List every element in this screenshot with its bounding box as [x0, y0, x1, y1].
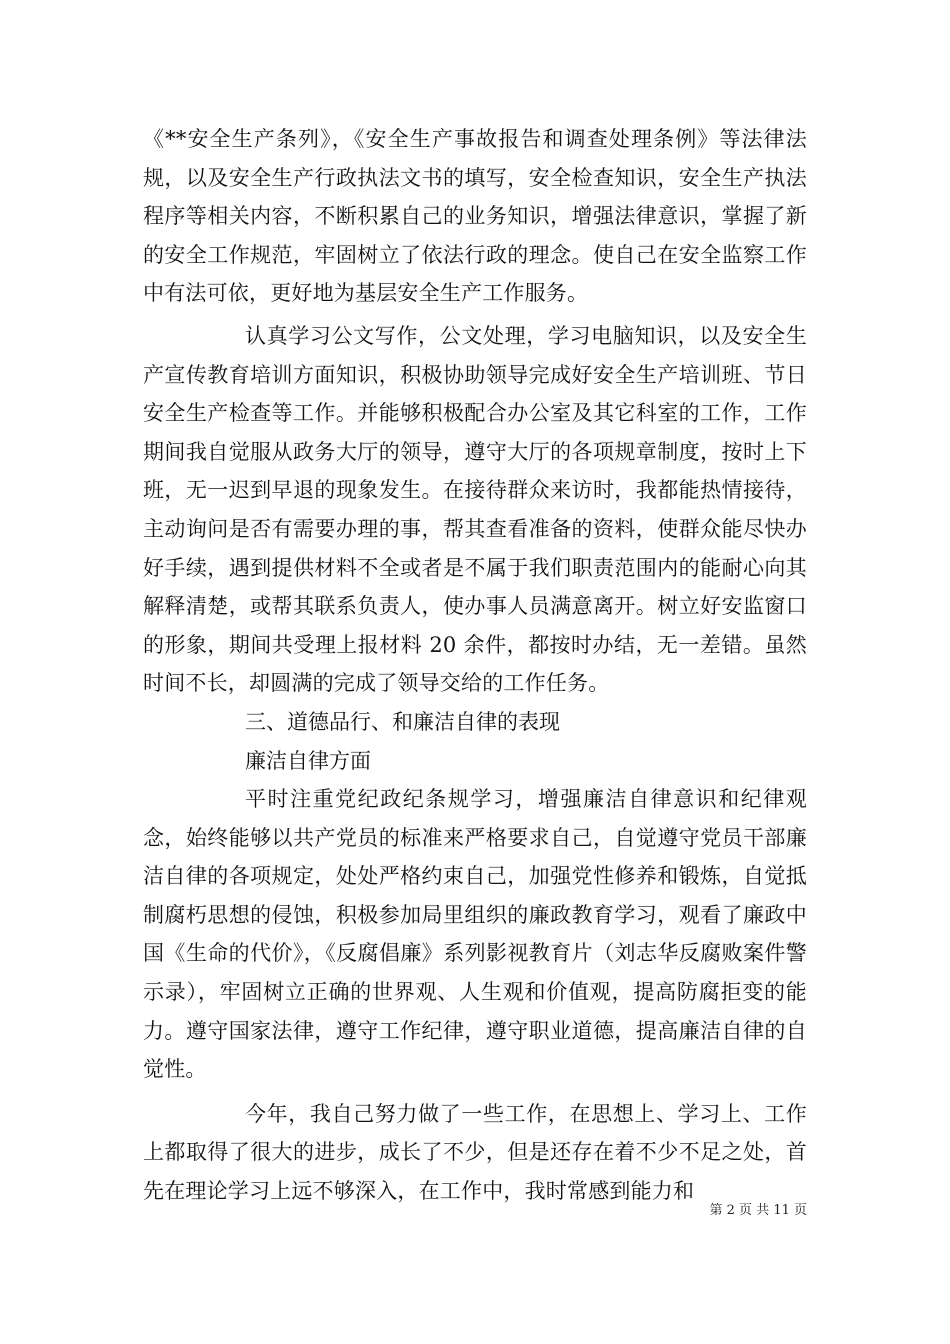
paragraph-study-work: 认真学习公文写作，公文处理，学习电脑知识，以及安全生产宣传教育培训方面知识，积极协助领导完成好安全生产培训班、节日安全生产检查等工作。并能够积极配合办公室及其它科室的工作，工作期间我自觉服从政务大厅的领导，遵守大厅的各项规章制度，按时上下班，无一迟到早退的现象发生。在接待群众来访时，我都能热情接待，主动询问是否有需要办理的事，帮其查看准备的资料，使群众能尽快办好手续，遇到提供材料不全或者是不属于我们职责范围内的能耐心向其解释清楚，或帮其联系负责人，使办事人员满意离开。树立好安监窗口的形象，期间共受理上报材料 20 余件，都按时办结，无一差错。虽然时间不长，却圆满的完成了领导交给的工作任务。 [143, 323, 807, 696]
paragraph-integrity: 平时注重党纪政纪条规学习，增强廉洁自律意识和纪律观念，始终能够以共产党员的标准来严格要求自己，自觉遵守党员干部廉洁自律的各项规定，处处严格约束自己，加强党性修养和锻炼，自觉抵制腐朽思想的侵蚀，积极参加局里组织的廉政教育学习，观看了廉政中国《生命的代价》，《反腐倡廉》系列影视教育片（刘志华反腐败案件警示录），牢固树立正确的世界观、人生观和价值观，提高防腐拒变的能力。遵守国家法律，遵守工作纪律，遵守职业道德，提高廉洁自律的自觉性。 [143, 787, 807, 1082]
section-heading-ethics: 三、道德品行、和廉洁自律的表现 [245, 709, 560, 734]
paragraph-summary: 今年，我自己努力做了一些工作，在思想上、学习上、工作上都取得了很大的进步，成长了不少，但是还存在着不少不足之处，首先在理论学习上远不够深入，在工作中，我时常感到能力和 [143, 1101, 807, 1204]
page-number-footer: 第 2 页 共 11 页 [709, 1203, 807, 1218]
document-body [143, 120, 807, 1211]
subheading-integrity: 廉洁自律方面 [245, 748, 371, 773]
paragraph-regulations: 《**安全生产条列》，《安全生产事故报告和调查处理条例》等法律法规，以及安全生产行政执法文书的填写，安全检查知识，安全生产执法程序等相关内容，不断积累自己的业务知识，增强法律意识，掌握了新的安全工作规范，牢固树立了依法行政的理念。使自己在安全监察工作中有法可依，更好地为基层安全生产工作服务。 [143, 127, 807, 306]
